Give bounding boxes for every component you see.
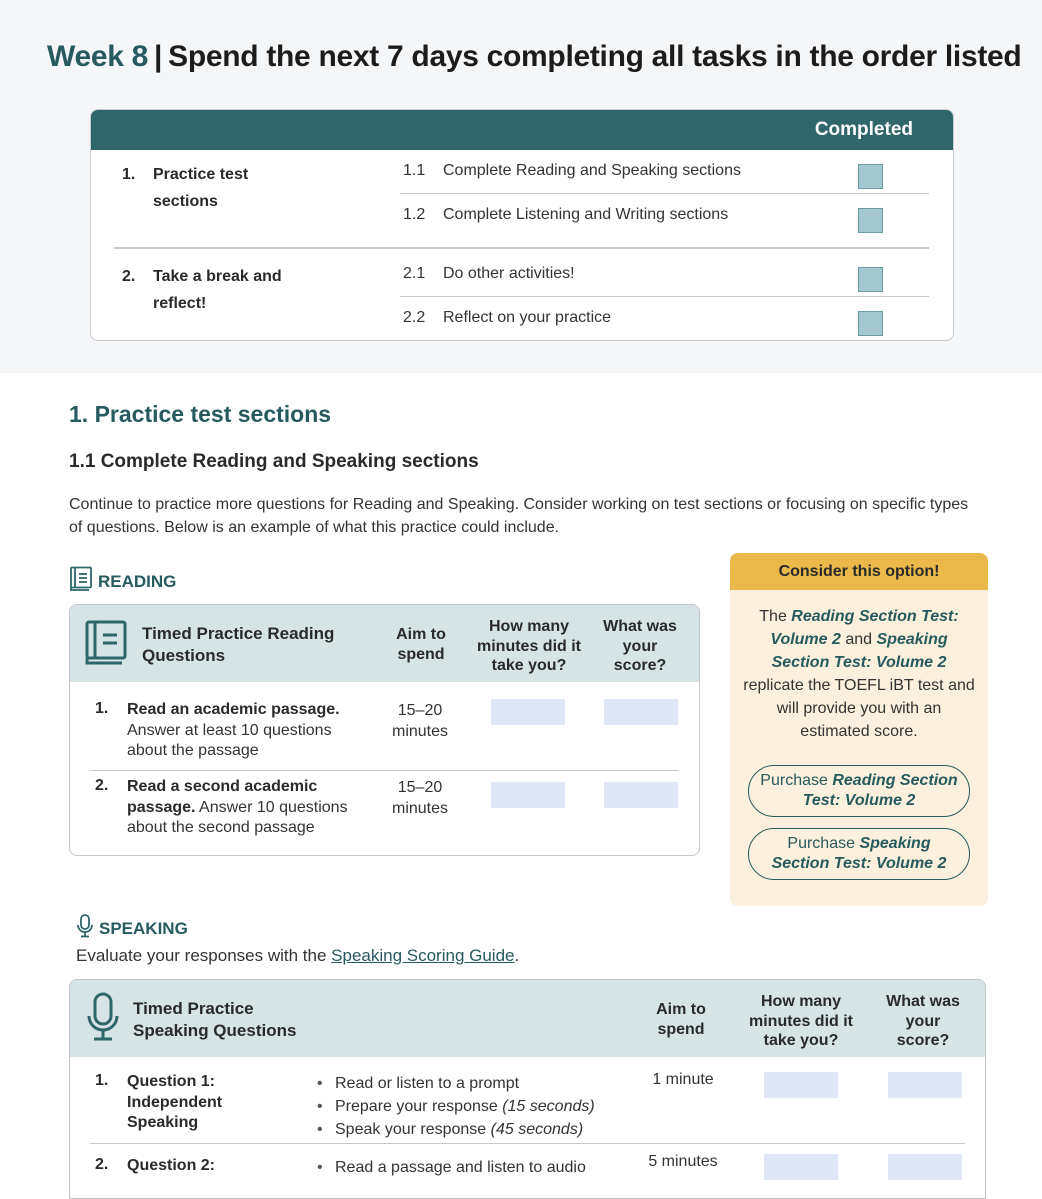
week-label: Week 8 xyxy=(47,40,149,73)
score-column-header: What was your score? xyxy=(886,993,960,1049)
button-product-name: Reading Section Test: Volume 2 xyxy=(802,772,958,809)
question-steps xyxy=(315,1072,595,1141)
score-input[interactable] xyxy=(604,699,678,725)
question-steps xyxy=(315,1156,586,1179)
row-number: 1. xyxy=(95,700,109,717)
button-prefix: Purchase xyxy=(760,772,833,789)
speaking-label-text: SPEAKING xyxy=(99,918,188,938)
week-subtitle: Spend the next 7 days completing all tasks in the order listed xyxy=(168,40,1022,73)
task-label: Do other activities! xyxy=(443,265,575,282)
speaking-desc-text: . xyxy=(514,946,520,965)
speaking-desc-text: Evaluate your responses with the xyxy=(76,946,332,965)
score-input[interactable] xyxy=(604,782,678,808)
aim-column-header: Aim to spend xyxy=(656,1001,706,1038)
task-number: 2.2 xyxy=(403,309,426,326)
reading-practice-table xyxy=(69,604,700,856)
title-separator: | xyxy=(154,40,163,73)
week-header-band xyxy=(0,0,1042,373)
step-text: Prepare your response xyxy=(335,1098,503,1115)
step-item xyxy=(315,1072,595,1095)
speaking-table-header xyxy=(70,980,985,1057)
task-number: 1.2 xyxy=(403,206,426,223)
task-label: Complete Listening and Writing sections xyxy=(443,206,729,223)
completed-checkbox[interactable] xyxy=(858,311,883,336)
score-input[interactable] xyxy=(888,1154,962,1180)
row-description-rest: Answer at least 10 questions about the passage xyxy=(127,721,332,759)
minutes-input[interactable] xyxy=(764,1154,838,1180)
step-duration: (15 seconds) xyxy=(502,1098,595,1115)
row-number: 1. xyxy=(95,1072,109,1089)
task-row xyxy=(400,194,929,238)
group-title: Practice test sections xyxy=(153,166,249,210)
task-label: Complete Reading and Speaking sections xyxy=(443,162,741,179)
book-icon xyxy=(69,566,93,597)
task-row xyxy=(400,253,929,297)
score-column-header: What was your score? xyxy=(603,618,677,674)
table-row xyxy=(90,1072,965,1144)
callout-body xyxy=(730,590,988,880)
row-description-bold: Read a second academic passage. xyxy=(127,778,318,816)
task-label: Reflect on your practice xyxy=(443,309,612,326)
step-duration: (45 seconds) xyxy=(490,1121,584,1138)
completed-checkbox[interactable] xyxy=(858,208,883,233)
aim-value: 1 minute xyxy=(652,1071,714,1088)
task-row xyxy=(400,297,929,341)
subsection-heading: 1.1 Complete Reading and Speaking sections xyxy=(69,451,479,472)
minutes-input[interactable] xyxy=(491,782,565,808)
task-row xyxy=(400,150,929,194)
question-title: Question 2: xyxy=(127,1157,216,1174)
aim-value: 15–20 minutes xyxy=(391,702,449,740)
task-group xyxy=(114,150,929,249)
callout-text-part: The xyxy=(759,608,792,625)
summary-header xyxy=(91,110,953,150)
group-number: 1. xyxy=(122,166,136,183)
consider-option-callout xyxy=(730,553,988,906)
book-icon xyxy=(84,620,128,671)
callout-text xyxy=(742,605,976,743)
reading-table-title: Timed Practice Reading Questions xyxy=(142,624,335,665)
task-number: 2.1 xyxy=(403,265,426,282)
callout-text-part: and xyxy=(840,631,877,648)
row-description xyxy=(127,700,367,762)
row-number: 2. xyxy=(95,1156,109,1173)
reading-test-name: Reading Section Test: Volume 2 xyxy=(770,608,959,648)
step-text: Read a passage and listen to audio xyxy=(335,1159,586,1176)
minutes-input[interactable] xyxy=(764,1072,838,1098)
speaking-practice-table xyxy=(69,979,986,1199)
aim-value: 15–20 minutes xyxy=(391,779,449,817)
step-text: Read or listen to a prompt xyxy=(335,1075,520,1092)
group-title: Take a break and reflect! xyxy=(153,268,282,312)
table-row xyxy=(90,777,679,847)
microphone-icon xyxy=(86,992,120,1047)
task-summary-table xyxy=(90,109,954,341)
speaking-description xyxy=(76,946,519,966)
aim-value: 5 minutes xyxy=(648,1153,718,1170)
speaking-test-name: Speaking Section Test: Volume 2 xyxy=(771,631,948,671)
completed-column-header: Completed xyxy=(814,119,913,140)
purchase-speaking-test-button[interactable] xyxy=(748,828,970,880)
callout-text-part: replicate the TOEFL iBT test and will provide you with an estimated score. xyxy=(743,677,975,740)
reading-label-text: READING xyxy=(98,571,177,591)
callout-title: Consider this option! xyxy=(730,553,988,590)
row-description-rest: Answer 10 questions about the second passage xyxy=(127,798,348,836)
question-title: Question 1: Independent Speaking xyxy=(127,1073,223,1131)
completed-checkbox[interactable] xyxy=(858,267,883,292)
purchase-reading-test-button[interactable] xyxy=(748,765,970,817)
task-number: 1.1 xyxy=(403,162,426,179)
step-item xyxy=(315,1156,586,1179)
step-item xyxy=(315,1118,595,1141)
minutes-input[interactable] xyxy=(491,699,565,725)
group-number: 2. xyxy=(122,268,136,285)
task-group xyxy=(114,250,929,341)
aim-column-header: Aim to spend xyxy=(396,626,446,663)
page-title xyxy=(47,40,1021,74)
microphone-icon xyxy=(76,914,94,943)
step-item xyxy=(315,1095,595,1118)
button-prefix: Purchase xyxy=(787,835,860,852)
speaking-table-title: Timed Practice Speaking Questions xyxy=(133,999,297,1040)
section-heading: 1. Practice test sections xyxy=(69,401,332,427)
section-intro: Continue to practice more questions for Reading and Speaking. Consider working on test sections or focusing on specific types of questions. Below is an example of what this practice could include. xyxy=(69,496,969,536)
row-number: 2. xyxy=(95,777,109,794)
speaking-scoring-guide-link[interactable]: Speaking Scoring Guide xyxy=(331,946,515,965)
speaking-section-label xyxy=(76,914,188,943)
row-description xyxy=(127,777,367,839)
table-row xyxy=(90,700,679,771)
table-row xyxy=(90,1153,965,1199)
reading-table-header xyxy=(70,605,699,682)
minutes-column-header: How many minutes did it take you? xyxy=(477,618,581,674)
step-text: Speak your response xyxy=(335,1121,491,1138)
score-input[interactable] xyxy=(888,1072,962,1098)
reading-section-label xyxy=(69,566,176,597)
button-product-name: Speaking Section Test: Volume 2 xyxy=(771,835,947,872)
row-description-bold: Read an academic passage. xyxy=(127,701,340,718)
minutes-column-header: How many minutes did it take you? xyxy=(749,993,853,1049)
completed-checkbox[interactable] xyxy=(858,164,883,189)
